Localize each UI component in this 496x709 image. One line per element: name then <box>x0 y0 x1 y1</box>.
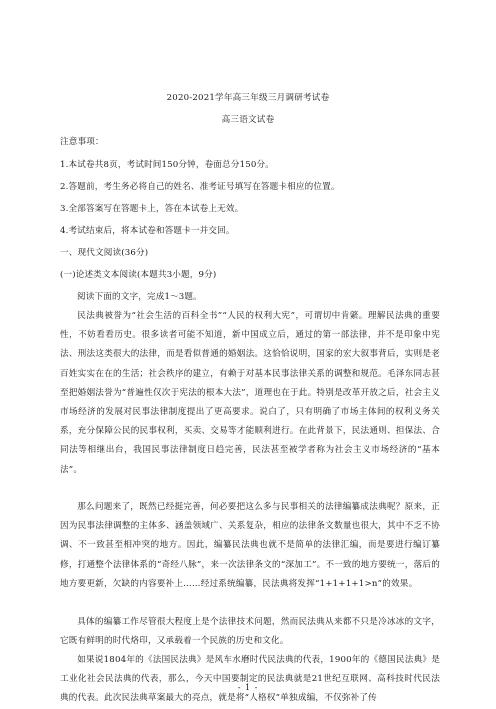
section-instruction: 阅读下面的文字，完成1～3题。 <box>77 292 202 302</box>
notes-item-3: 3.全部答案写在答题卡上，答在本试卷上无效。 <box>60 204 244 214</box>
notes-item-4: 4.考试结束后，将本试卷和答题卡一并交回。 <box>60 226 235 236</box>
section-subtitle: (一)论述类文本阅读(本题共3小题，9分) <box>60 270 217 280</box>
subject-title: 高三语文试卷 <box>221 115 275 125</box>
passage-paragraph-2: 那么问题来了，既然已经挺完善，何必要把这么多与民事相关的法律编纂成法典呢？原来，正因为民事法律调整的主体多、涵盖领域广、关系复杂，相应的法律条文数量也很大，其中不乏不协调、不一致甚至相冲突的地方。因此，编纂民法典也就不是简单的法律汇编，而是要进行编订纂修，打通整个法律体系的“奇经八脉”，来一次法律条文的“深加工”。不一致的地方要统一，落后的地方要更新，欠缺的内容要补上……经过系统编纂，民法典将发挥“1+1+1+1>n”的效果。 <box>60 502 440 589</box>
passage-paragraph-3: 具体的编纂工作尽管很大程度上是个法律技术问题，然而民法典从来都不只是冷冰冰的文字，它既有鲜明的时代烙印，又承载着一个民族的历史和文化。 <box>60 617 440 647</box>
passage-paragraph-1: 民法典被誉为“社会生活的百科全书”“人民的权利大宪”，可谓切中肯綮。理解民法典的重要性，不妨看看历史。很多读者可能不知道，新中国成立后，通过的第一部法律，并不是印象中宪法、刑法这类很大的法律，而是看似普通的婚姻法。这恰恰说明，国家的宏大叙事背后，实则是老百姓实实在在的生活；社会秩序的建立，有赖于对基本民事法律关系的调整和规范。毛泽东同志甚至把婚姻法誉为“普遍性仅次于宪法的根本大法”，道理也在于此。特别是改革开放之后，社会主义市场经济的发展对民事法律制度提出了更高要求。说白了，只有明确了市场主体间的权利义务关系，充分保障公民的民事权利，买卖、交易等才能顺利进行。在此背景下，民法通则、担保法、合同法等相继出台，我国民事法律制度日趋完善，民法甚至被学者称为社会主义市场经济的“基本法”。 <box>60 311 440 475</box>
passage-paragraph-4: 如果说1804年的《法国民法典》是风车水磨时代民法典的代表，1900年的《德国民法典》是工业化社会民法典的代表，那么，今天中国要制定的民法典就是21世纪互联网、高科技时代民法典的代表。此次民法典草案最大的亮点，就是将“人格权”单独成编，不仅弥补了传 <box>60 655 440 704</box>
exam-title: 2020-2021学年高三年级三月调研考试卷 <box>166 93 330 103</box>
page-number: - 1 - <box>237 683 259 692</box>
section-title: 一、现代文阅读(36分) <box>60 248 149 258</box>
notes-heading: 注意事项： <box>60 137 104 147</box>
notes-item-2: 2.答题前，考生务必将自己的姓名、准考证号填写在答题卡相应的位置。 <box>60 182 340 192</box>
notes-item-1: 1.本试卷共8页，考试时间150分钟，卷面总分150分。 <box>60 160 274 170</box>
